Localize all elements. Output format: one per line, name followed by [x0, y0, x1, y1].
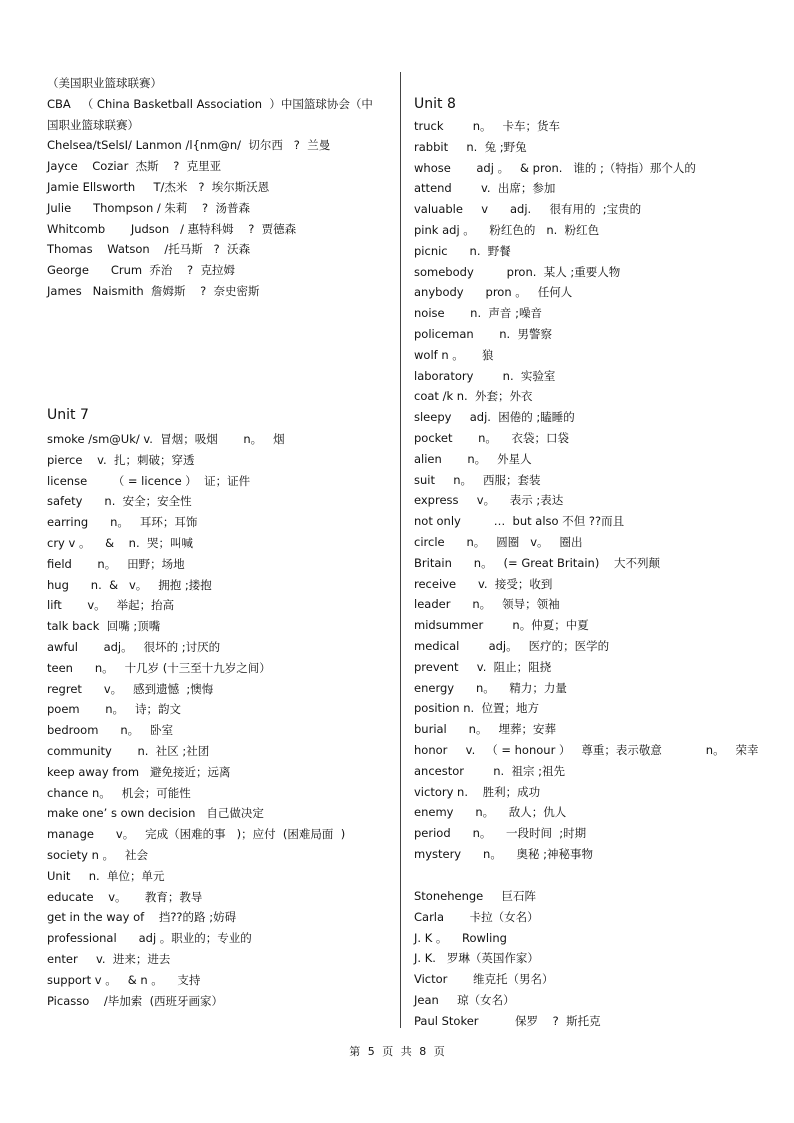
- vocab-entry: field n。 田野；场地: [47, 556, 185, 571]
- vocab-entry: （美国职业篮球联赛）: [47, 76, 162, 90]
- vocab-entry: manage v。 完成（困难的事 )；应付 (困难局面 ): [47, 827, 346, 842]
- vocab-entry: teen n。 十几岁 (十三至十九岁之间）: [47, 660, 271, 675]
- vocab-entry: honor v. （ = honour ） 尊重；表示敬意 n。 荣幸: [414, 743, 759, 757]
- page-footer: 第 5 页 共 8 页: [349, 1045, 445, 1058]
- vocab-entry: prevent v. 阻止；阻挠: [414, 659, 552, 674]
- vocab-entry: burial n。 埋葬；安葬: [414, 722, 556, 737]
- vocab-entry: Whitcomb Judson / 惠特科姆 ? 贾德森: [47, 221, 297, 236]
- vocab-entry: professional adj 。职业的；专业的: [47, 931, 252, 946]
- vocab-entry: pink adj 。 粉红色的 n. 粉红色: [414, 223, 600, 237]
- vocab-entry: make one’ s own decision 自己做决定: [47, 806, 264, 821]
- vocab-entry: Jean 琼（女名）: [414, 993, 515, 1007]
- vocab-entry: cry v 。 & n. 哭；叫喊: [47, 536, 193, 550]
- vocab-entry: not only … but also 不但 ??而且: [414, 514, 625, 529]
- vocab-entry: somebody pron. 某人 ;重要人物: [414, 264, 621, 279]
- vocab-entry: pocket n。 衣袋；口袋: [414, 431, 569, 445]
- vocab-entry: lift v。 举起；抬高: [47, 598, 175, 613]
- vocab-entry: community n. 社区 ;社团: [47, 744, 210, 758]
- vocab-entry: medical adj。 医疗的；医学的: [414, 639, 610, 653]
- vocab-entry: Unit n. 单位；单元: [47, 868, 165, 883]
- vocab-entry: midsummer n。仲夏；中夏: [414, 618, 589, 633]
- vocab-entry: CBA （ China Basketball Association ）中国篮球协会（中: [47, 96, 373, 111]
- vocab-entry: energy n。 精力；力量: [414, 680, 567, 695]
- vocab-entry: alien n。 外星人: [414, 451, 532, 466]
- vocab-entry: laboratory n. 实验室: [414, 368, 556, 383]
- vocab-entry: license （ = licence ） 证；证件: [47, 473, 251, 488]
- vocab-entry: leader n。 领导；领袖: [414, 597, 560, 612]
- vocab-entry: picnic n. 野餐: [414, 243, 511, 258]
- vocab-entry: earring n。 耳环；耳饰: [47, 515, 198, 530]
- vocab-entry: rabbit n. 兔 ;野兔: [414, 139, 527, 154]
- vocab-entry: J. K 。 Rowling: [414, 930, 507, 945]
- vocab-entry: Carla 卡拉（女名）: [414, 909, 539, 924]
- vocab-entry: hug n. & v。 拥抱 ;搂抱: [47, 577, 212, 592]
- vocab-entry: sleepy adj. 困倦的 ;瞌睡的: [414, 410, 575, 425]
- vocab-entry: anybody pron 。 任何人: [414, 285, 573, 300]
- unit-7-heading: Unit 7: [47, 407, 89, 423]
- vocab-entry: suit n。 西服；套装: [414, 472, 541, 487]
- vocab-entry: Thomas Watson /托马斯 ? 沃森: [47, 242, 251, 257]
- vocab-entry: truck n。 卡车；货车: [414, 119, 561, 133]
- unit-8-heading: Unit 8: [414, 96, 456, 112]
- vocab-entry: 国职业篮球联赛）: [47, 117, 139, 132]
- vocab-entry: Jamie Ellsworth T/杰米 ? 埃尔斯沃恩: [47, 180, 270, 194]
- vocab-entry: position n. 位置；地方: [414, 701, 539, 716]
- vocab-entry: attend v. 出席；参加: [414, 181, 556, 196]
- vocab-entry: Paul Stoker 保罗 ? 斯托克: [414, 1013, 601, 1028]
- vocab-entry: James Naismith 詹姆斯 ? 奈史密斯: [47, 284, 260, 298]
- vocab-entry: Stonehenge 巨石阵: [414, 889, 537, 903]
- vocab-entry: bedroom n。 卧室: [47, 723, 174, 738]
- vocab-entry: enter v. 进来；进去: [47, 952, 171, 966]
- vocab-entry: Chelsea/tSelsI/ Lanmon /l{nm@n/ 切尔西 ? 兰曼: [47, 138, 331, 153]
- vocab-entry: Victor 维克托（男名）: [414, 972, 554, 987]
- vocab-entry: support v 。 & n 。 支持: [47, 972, 201, 987]
- vocab-entry: poem n。 诗；韵文: [47, 702, 181, 717]
- vocab-entry: pierce v. 扎；刺破；穿透: [47, 452, 195, 467]
- vocab-entry: J. K. 罗琳（英国作家）: [414, 951, 539, 966]
- vocab-entry: enemy n。 敌人；仇人: [414, 805, 567, 820]
- vocab-entry: circle n。 圆圈 v。 圈出: [414, 535, 583, 549]
- vocab-entry: victory n. 胜利；成功: [414, 784, 541, 799]
- vocab-entry: safety n. 安全；安全性: [47, 494, 192, 509]
- vocab-entry: Julie Thompson / 朱莉 ? 汤普森: [47, 200, 250, 215]
- vocab-entry: wolf n 。 狼: [414, 347, 494, 362]
- vocab-entry: mystery n。 奥秘 ;神秘事物: [414, 847, 593, 861]
- vocab-entry: educate v。 教育；教导: [47, 889, 203, 904]
- vocab-entry: whose adj 。 & pron. 谁的 ;（特指）那个人的: [414, 160, 696, 175]
- vocab-entry: Picasso /毕加索 (西班牙画家）: [47, 993, 224, 1008]
- vocab-entry: policeman n. 男警察: [414, 327, 553, 341]
- vocab-entry: express v。 表示 ;表达: [414, 493, 564, 508]
- vocab-entry: valuable v adj. 很有用的 ;宝贵的: [414, 202, 642, 217]
- vocab-entry: Britain n。 (= Great Britain) 大不列颠: [414, 555, 660, 570]
- vocab-entry: chance n。 机会；可能性: [47, 785, 191, 800]
- vocab-entry: awful adj。 很坏的 ;讨厌的: [47, 640, 221, 654]
- vocab-entry: get in the way of 挡??的路 ;妨碍: [47, 910, 237, 925]
- vocab-entry: society n 。 社会: [47, 848, 149, 862]
- vocab-entry: regret v。 感到遗憾 ;懊悔: [47, 681, 214, 696]
- vocab-entry: ancestor n. 祖宗 ;祖先: [414, 763, 566, 778]
- vocab-entry: receive v. 接受；收到: [414, 576, 553, 591]
- vocab-entry: talk back 回嘴 ;顶嘴: [47, 619, 161, 634]
- vocab-entry: keep away from 避免接近；远离: [47, 764, 231, 779]
- vocab-entry: coat /k n. 外套；外衣: [414, 389, 533, 404]
- column-divider: [400, 72, 401, 1028]
- vocab-entry: Jayce Coziar 杰斯 ? 克里亚: [47, 159, 222, 174]
- vocab-entry: period n。 一段时间 ;时期: [414, 826, 587, 841]
- vocab-entry: George Crum 乔治 ? 克拉姆: [47, 263, 235, 278]
- vocab-entry: smoke /sm@Uk/ v. 冒烟；吸烟 n。 烟: [47, 432, 285, 446]
- vocab-entry: noise n. 声音 ;噪音: [414, 306, 542, 321]
